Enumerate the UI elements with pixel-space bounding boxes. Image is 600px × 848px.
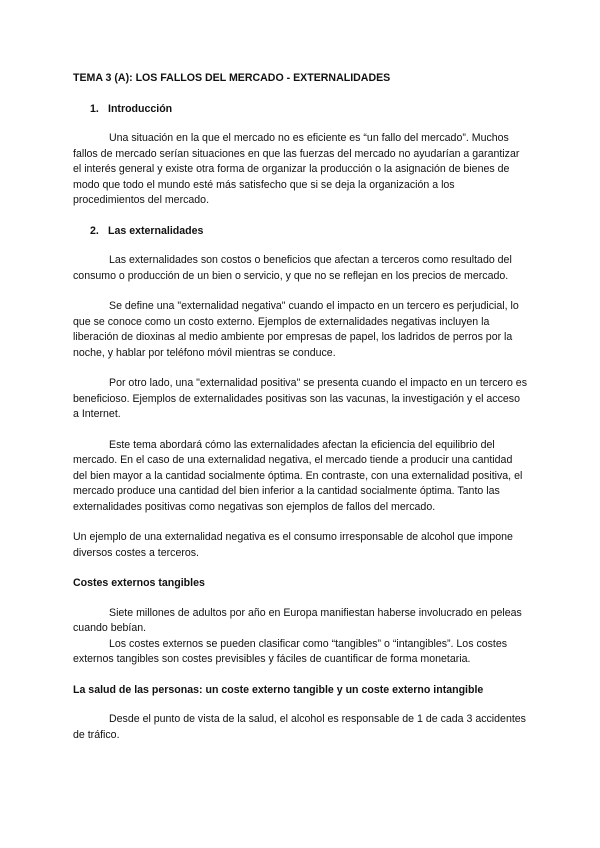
section-heading-text: Introducción xyxy=(108,102,173,115)
document-title: TEMA 3 (A): LOS FALLOS DEL MERCADO - EXTERNALIDADES xyxy=(73,72,391,84)
paragraph-negative-externality: Se define una "externalidad negativa" cuando el impacto en un tercero es perjudicial, lo que se conoce como un costo externo. Ejemplos de externalidades negativas incluyen la liberación de dioxinas al medio ambiente por empresas de papel, los ladridos de perros por la noche, y hablar por teléfono móvil mientras se conduce. xyxy=(73,300,519,359)
heading-salud-personas: La salud de las personas: un coste externo tangible y un coste externo intangible xyxy=(73,683,484,696)
section-heading-externalidades xyxy=(73,224,527,240)
paragraph-traffic-accidents: Desde el punto de vista de la salud, el alcohol es responsable de 1 de cada 3 accidentes de tráfico. xyxy=(73,713,526,741)
paragraph-market-efficiency: Este tema abordará cómo las externalidades afectan la eficiencia del equilibrio del mercado. En el caso de una externalidad negativa, el mercado tiende a producir una cantidad del bien mayor a la cantidad socialmente óptima. En contraste, con una externalidad positiva, el mercado produce una cantidad del bien inferior a la cantidad socialmente óptima. Tanto las externalidades positivas como negativas son ejemplos de fallos del mercado. xyxy=(73,438,523,513)
document-content xyxy=(73,71,527,758)
paragraph-intro: Una situación en la que el mercado no es eficiente es “un fallo del mercado”. Muchos fallos de mercado serían situaciones en que las fuerzas del mercado no ayudarían a garantizar el interés general y existe otra forma de organizar la producción o la asignación de bienes de modo que todo el mundo esté más satisfecho que si se deja la organización a los procedimientos del mercado. xyxy=(73,132,520,206)
paragraph-definition: Las externalidades son costos o beneficios que afectan a terceros como resultado del consumo o producción de un bien o servicio, y que no se reflejan en los precios de mercado. xyxy=(73,254,512,282)
paragraph-positive-externality: Por otro lado, una "externalidad positiva" se presenta cuando el impacto en un tercero es beneficioso. Ejemplos de externalidades positivas son las vacunas, la investigación y el acceso a Internet. xyxy=(73,377,527,420)
section-heading-introduccion xyxy=(73,102,527,118)
heading-costes-externos-tangibles: Costes externos tangibles xyxy=(73,577,205,589)
paragraph-fights: Siete millones de adultos por año en Europa manifiestan haberse involucrado en peleas cuando bebían. xyxy=(73,606,522,634)
section-number: 2. xyxy=(90,224,99,237)
paragraph-cost-classification: Los costes externos se pueden clasificar como “tangibles” o “intangibles”. Los costes externos tangibles son costes previsibles y fáciles de cuantificar de forma monetaria. xyxy=(73,637,508,665)
section-number: 1. xyxy=(90,102,99,115)
section-heading-text: Las externalidades xyxy=(108,224,204,237)
paragraph-alcohol-example: Un ejemplo de una externalidad negativa es el consumo irresponsable de alcohol que impone diversos costes a terceros. xyxy=(73,531,513,559)
